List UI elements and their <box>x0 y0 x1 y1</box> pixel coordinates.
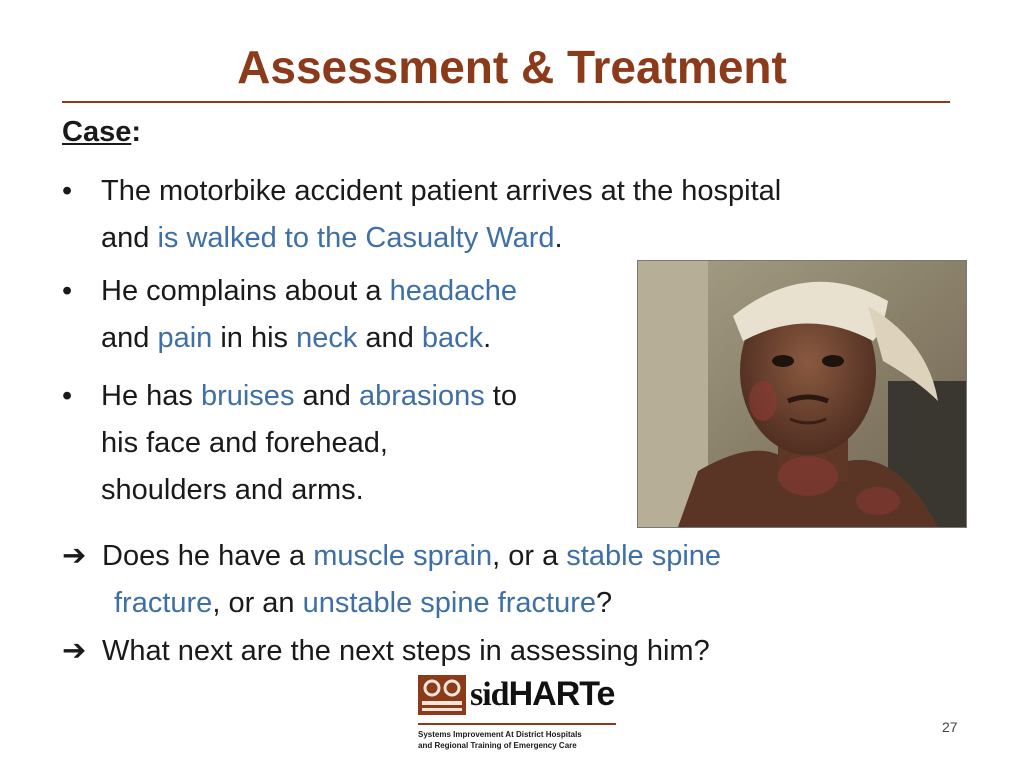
text-segment: shoulders and arms. <box>101 474 364 506</box>
bullet-dot: • <box>62 275 73 307</box>
bullet-complaints <box>62 268 632 368</box>
arrow-icon: ➔ <box>62 635 87 667</box>
text-segment: He complains about a <box>101 275 390 307</box>
arrow-icon: ➔ <box>62 540 87 572</box>
bullet-line <box>101 215 781 262</box>
highlighted-term: headache <box>389 275 517 307</box>
bullet-arrival <box>62 168 972 268</box>
text-segment: and <box>101 222 158 254</box>
highlighted-term: unstable spine fracture <box>302 587 597 619</box>
question-line <box>102 540 721 572</box>
bullet-line <box>101 420 517 467</box>
question-line <box>102 635 710 667</box>
highlighted-term: bruises <box>200 380 295 412</box>
slide-title: Assessment & Treatment <box>237 41 787 93</box>
logo-subtitle: Systems Improvement At District Hospitals and Regional Training of Emergency Care <box>418 730 582 750</box>
page-number: 27 <box>942 719 958 735</box>
bullet-line <box>101 168 781 215</box>
question-fracture <box>62 533 721 627</box>
highlighted-term: fracture <box>114 587 213 619</box>
text-segment: and <box>101 322 158 354</box>
sidharte-logo-icon <box>418 675 466 715</box>
highlighted-term: is walked to the Casualty Ward <box>157 222 555 254</box>
logo-divider <box>418 723 616 725</box>
text-segment: and <box>357 322 422 354</box>
question-next-steps <box>62 628 710 675</box>
bullet-line <box>101 373 517 420</box>
bullet-injuries <box>62 373 632 518</box>
case-colon: : <box>131 116 141 148</box>
sidharte-logo <box>418 673 618 755</box>
text-segment: in his <box>212 322 297 354</box>
text-segment: The motorbike accident patient arrives at the hospital <box>101 175 782 207</box>
bullet-dot: • <box>62 175 73 207</box>
text-segment: He has <box>101 380 201 412</box>
text-segment: , or a <box>492 540 567 572</box>
text-segment: Does he have a <box>102 540 314 572</box>
logo-wordmark: sidHARTe <box>470 675 615 713</box>
bullet-line <box>101 315 517 362</box>
text-segment: to <box>484 380 517 412</box>
case-label: Case <box>62 116 132 148</box>
highlighted-term: stable spine <box>566 540 722 572</box>
highlighted-term: muscle sprain <box>313 540 493 572</box>
bullet-line <box>101 268 517 315</box>
text-segment: What next are the next steps in assessing him? <box>102 635 710 667</box>
bullet-dot: • <box>62 380 73 412</box>
patient-photo <box>637 260 967 528</box>
highlighted-term: neck <box>296 322 358 354</box>
text-segment: . <box>554 222 563 254</box>
case-heading <box>62 116 141 149</box>
highlighted-term: back <box>421 322 484 354</box>
highlighted-term: abrasions <box>358 380 485 412</box>
bullet-line <box>101 467 517 514</box>
text-segment: his face and forehead, <box>101 427 388 459</box>
patient-photo-icon <box>638 261 966 527</box>
text-segment: . <box>483 322 492 354</box>
text-segment: and <box>294 380 359 412</box>
text-segment: , or an <box>212 587 303 619</box>
question-line <box>62 580 721 627</box>
text-segment: ? <box>596 587 613 619</box>
title-divider <box>62 101 950 103</box>
highlighted-term: pain <box>157 322 213 354</box>
